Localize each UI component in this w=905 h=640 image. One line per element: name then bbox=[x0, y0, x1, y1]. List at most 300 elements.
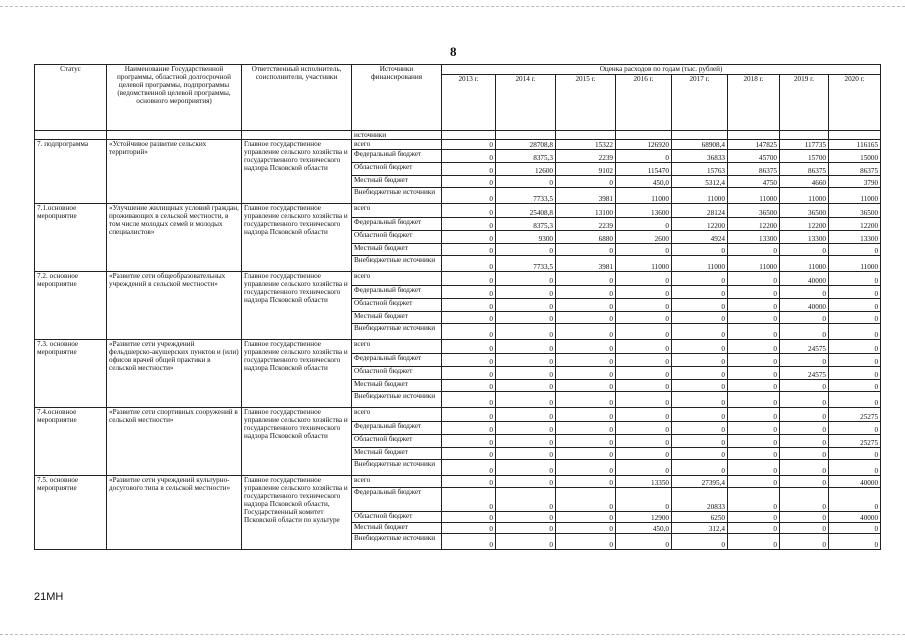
value-cell: 0 bbox=[496, 460, 556, 476]
value-cell: 0 bbox=[829, 286, 881, 299]
value-cell: 40000 bbox=[829, 476, 881, 488]
value-cell: 40000 bbox=[829, 512, 881, 523]
value-cell: 0 bbox=[442, 448, 496, 460]
value-cell: 13600 bbox=[616, 204, 672, 218]
value-cell: 312,4 bbox=[672, 523, 728, 534]
value-cell: 0 bbox=[616, 460, 672, 476]
value-cell: 0 bbox=[496, 340, 556, 354]
value-cell: 0 bbox=[556, 476, 616, 488]
table-row bbox=[35, 408, 881, 422]
source-cell: Внебюджетные источники bbox=[352, 256, 442, 272]
empty-cell bbox=[780, 131, 829, 140]
table-row bbox=[35, 272, 881, 286]
value-cell: 0 bbox=[556, 488, 616, 512]
value-cell: 0 bbox=[616, 408, 672, 422]
value-cell: 0 bbox=[616, 312, 672, 324]
value-cell: 116165 bbox=[829, 140, 881, 150]
value-cell: 0 bbox=[672, 354, 728, 367]
value-cell: 0 bbox=[442, 392, 496, 408]
source-cell: всего bbox=[352, 204, 442, 218]
value-cell: 0 bbox=[672, 408, 728, 422]
value-cell: 0 bbox=[556, 380, 616, 392]
value-cell: 0 bbox=[780, 380, 829, 392]
value-cell: 0 bbox=[556, 367, 616, 380]
value-cell: 0 bbox=[442, 218, 496, 231]
value-cell: 11000 bbox=[728, 256, 780, 272]
value-cell: 0 bbox=[556, 286, 616, 299]
value-cell: 4924 bbox=[672, 231, 728, 244]
value-cell: 0 bbox=[780, 286, 829, 299]
source-cell: Областной бюджет bbox=[352, 435, 442, 448]
value-cell: 0 bbox=[496, 448, 556, 460]
value-cell: 0 bbox=[496, 324, 556, 340]
value-cell: 0 bbox=[616, 150, 672, 163]
value-cell: 0 bbox=[442, 286, 496, 299]
source-cell: Местный бюджет bbox=[352, 244, 442, 256]
source-cell: Областной бюджет bbox=[352, 367, 442, 380]
value-cell: 0 bbox=[442, 312, 496, 324]
value-cell: 450,0 bbox=[616, 176, 672, 188]
value-cell: 11000 bbox=[780, 256, 829, 272]
value-cell: 0 bbox=[672, 380, 728, 392]
value-cell: 0 bbox=[496, 380, 556, 392]
value-cell: 0 bbox=[496, 299, 556, 312]
page-top-edge bbox=[0, 6, 905, 7]
continuation-row bbox=[35, 131, 881, 140]
value-cell: 0 bbox=[829, 354, 881, 367]
value-cell: 0 bbox=[829, 534, 881, 550]
status-cell: 7. подпрограмма bbox=[35, 140, 107, 204]
responsible-cell: Главное государственное управление сельского хозяйства и государственного технического надзора Псковской области bbox=[242, 140, 352, 204]
value-cell: 0 bbox=[728, 367, 780, 380]
value-cell: 147825 bbox=[728, 140, 780, 150]
value-cell: 12200 bbox=[780, 218, 829, 231]
value-cell: 0 bbox=[728, 523, 780, 534]
value-cell: 0 bbox=[442, 140, 496, 150]
value-cell: 0 bbox=[496, 286, 556, 299]
value-cell: 0 bbox=[442, 512, 496, 523]
value-cell: 0 bbox=[496, 435, 556, 448]
value-cell: 36500 bbox=[728, 204, 780, 218]
value-cell: 0 bbox=[829, 488, 881, 512]
value-cell: 0 bbox=[728, 460, 780, 476]
value-cell: 3790 bbox=[829, 176, 881, 188]
table-row bbox=[35, 476, 881, 488]
value-cell: 0 bbox=[442, 422, 496, 435]
value-cell: 0 bbox=[496, 488, 556, 512]
header-year: 2014 г. bbox=[496, 75, 556, 131]
value-cell: 0 bbox=[616, 272, 672, 286]
responsible-cell: Главное государственное управление сельского хозяйства и государственного технического надзора Псковской области bbox=[242, 340, 352, 408]
value-cell: 0 bbox=[496, 392, 556, 408]
value-cell: 12600 bbox=[496, 163, 556, 176]
empty-cell bbox=[556, 131, 616, 140]
value-cell: 0 bbox=[556, 408, 616, 422]
value-cell: 11000 bbox=[780, 188, 829, 204]
responsible-cell: Главное государственное управление сельского хозяйства и государственного технического надзора Псковской области bbox=[242, 204, 352, 272]
value-cell: 28124 bbox=[672, 204, 728, 218]
value-cell: 0 bbox=[672, 312, 728, 324]
value-cell: 0 bbox=[829, 380, 881, 392]
value-cell: 0 bbox=[728, 476, 780, 488]
source-cell: Областной бюджет bbox=[352, 299, 442, 312]
source-cell: Внебюджетные источники bbox=[352, 324, 442, 340]
value-cell: 0 bbox=[829, 340, 881, 354]
source-cell: Внебюджетные источники bbox=[352, 534, 442, 550]
responsible-cell: Главное государственное управление сельского хозяйства и государственного технического надзора Псковской области bbox=[242, 272, 352, 340]
value-cell: 0 bbox=[556, 392, 616, 408]
page-number: 8 bbox=[450, 44, 457, 59]
table-row bbox=[35, 204, 881, 218]
source-cell: всего bbox=[352, 272, 442, 286]
value-cell: 0 bbox=[829, 244, 881, 256]
value-cell: 0 bbox=[672, 272, 728, 286]
value-cell: 24575 bbox=[780, 340, 829, 354]
value-cell: 11000 bbox=[829, 188, 881, 204]
expenditure-table bbox=[34, 64, 881, 550]
program-name-cell: «Развитие сети учреждений фельдшерско-акушерских пунктов и (или) офисов врачей общей практики в сельской местности» bbox=[107, 340, 242, 408]
value-cell: 15700 bbox=[780, 150, 829, 163]
value-cell: 0 bbox=[442, 488, 496, 512]
value-cell: 11000 bbox=[672, 256, 728, 272]
empty-cell bbox=[442, 131, 496, 140]
source-cell: всего bbox=[352, 408, 442, 422]
value-cell: 0 bbox=[672, 460, 728, 476]
value-cell: 7733,5 bbox=[496, 188, 556, 204]
value-cell: 0 bbox=[496, 354, 556, 367]
value-cell: 0 bbox=[556, 435, 616, 448]
status-cell: 7.2. основное мероприятие bbox=[35, 272, 107, 340]
value-cell: 0 bbox=[728, 435, 780, 448]
value-cell: 0 bbox=[780, 312, 829, 324]
value-cell: 11000 bbox=[829, 256, 881, 272]
continuation-source: источники bbox=[352, 131, 442, 140]
source-cell: Федеральный бюджет bbox=[352, 218, 442, 231]
value-cell: 13300 bbox=[780, 231, 829, 244]
empty-cell bbox=[242, 131, 352, 140]
value-cell: 8375,3 bbox=[496, 150, 556, 163]
value-cell: 0 bbox=[556, 340, 616, 354]
value-cell: 12900 bbox=[616, 512, 672, 523]
value-cell: 0 bbox=[556, 272, 616, 286]
value-cell: 0 bbox=[829, 312, 881, 324]
status-cell: 7.3. основное мероприятие bbox=[35, 340, 107, 408]
program-name-cell: «Развитие сети учреждений культурно-досугового типа в сельской местности» bbox=[107, 476, 242, 550]
value-cell: 0 bbox=[728, 422, 780, 435]
value-cell: 86375 bbox=[829, 163, 881, 176]
table-row bbox=[35, 140, 881, 150]
value-cell: 0 bbox=[616, 448, 672, 460]
status-cell: 7.4.основное мероприятие bbox=[35, 408, 107, 476]
value-cell: 0 bbox=[780, 422, 829, 435]
value-cell: 0 bbox=[780, 324, 829, 340]
empty-cell bbox=[728, 131, 780, 140]
value-cell: 0 bbox=[672, 324, 728, 340]
page-bottom-edge bbox=[0, 634, 905, 635]
value-cell: 0 bbox=[442, 204, 496, 218]
value-cell: 0 bbox=[672, 367, 728, 380]
value-cell: 0 bbox=[556, 324, 616, 340]
value-cell: 0 bbox=[829, 272, 881, 286]
value-cell: 0 bbox=[496, 408, 556, 422]
source-cell: Областной бюджет bbox=[352, 231, 442, 244]
value-cell: 0 bbox=[556, 512, 616, 523]
value-cell: 0 bbox=[442, 354, 496, 367]
value-cell: 0 bbox=[496, 176, 556, 188]
source-cell: Федеральный бюджет bbox=[352, 150, 442, 163]
value-cell: 86375 bbox=[780, 163, 829, 176]
value-cell: 0 bbox=[728, 408, 780, 422]
value-cell: 2239 bbox=[556, 150, 616, 163]
source-cell: Местный бюджет bbox=[352, 176, 442, 188]
value-cell: 0 bbox=[442, 188, 496, 204]
value-cell: 0 bbox=[496, 272, 556, 286]
value-cell: 0 bbox=[442, 523, 496, 534]
header-year: 2017 г. bbox=[672, 75, 728, 131]
value-cell: 11000 bbox=[616, 256, 672, 272]
value-cell: 11000 bbox=[728, 188, 780, 204]
value-cell: 0 bbox=[780, 392, 829, 408]
value-cell: 3981 bbox=[556, 188, 616, 204]
value-cell: 15322 bbox=[556, 140, 616, 150]
value-cell: 0 bbox=[556, 176, 616, 188]
empty-cell bbox=[496, 131, 556, 140]
empty-cell bbox=[829, 131, 881, 140]
value-cell: 0 bbox=[728, 512, 780, 523]
value-cell: 0 bbox=[496, 367, 556, 380]
value-cell: 6880 bbox=[556, 231, 616, 244]
value-cell: 0 bbox=[616, 380, 672, 392]
value-cell: 0 bbox=[556, 312, 616, 324]
value-cell: 0 bbox=[616, 367, 672, 380]
source-cell: всего bbox=[352, 140, 442, 150]
value-cell: 0 bbox=[780, 460, 829, 476]
value-cell: 0 bbox=[442, 272, 496, 286]
value-cell: 0 bbox=[556, 299, 616, 312]
value-cell: 0 bbox=[672, 244, 728, 256]
header-year: 2020 г. bbox=[829, 75, 881, 131]
header-estimate: Оценка расходов по годам (тыс. рублей) bbox=[442, 65, 881, 75]
value-cell: 0 bbox=[556, 523, 616, 534]
value-cell: 0 bbox=[780, 476, 829, 488]
source-cell: Местный бюджет bbox=[352, 448, 442, 460]
value-cell: 0 bbox=[556, 460, 616, 476]
value-cell: 0 bbox=[442, 244, 496, 256]
value-cell: 27395,4 bbox=[672, 476, 728, 488]
value-cell: 0 bbox=[728, 312, 780, 324]
source-cell: Внебюджетные источники bbox=[352, 188, 442, 204]
value-cell: 0 bbox=[672, 435, 728, 448]
value-cell: 0 bbox=[442, 150, 496, 163]
value-cell: 0 bbox=[442, 340, 496, 354]
value-cell: 0 bbox=[728, 244, 780, 256]
source-cell: всего bbox=[352, 340, 442, 354]
header-status: Статус bbox=[35, 65, 107, 131]
responsible-cell: Главное государственное управление сельского хозяйства и государственного технического надзора Псковской области, Государственный комитет Псковской области по культуре bbox=[242, 476, 352, 550]
value-cell: 0 bbox=[780, 354, 829, 367]
value-cell: 0 bbox=[556, 422, 616, 435]
value-cell: 0 bbox=[556, 244, 616, 256]
value-cell: 0 bbox=[616, 435, 672, 448]
value-cell: 36500 bbox=[780, 204, 829, 218]
program-name-cell: «Улучшение жилищных условий граждан, проживающих в сельской местности, в том числе молодых семей и молодых специалистов» bbox=[107, 204, 242, 272]
value-cell: 0 bbox=[672, 392, 728, 408]
empty-cell bbox=[35, 131, 107, 140]
value-cell: 0 bbox=[496, 476, 556, 488]
value-cell: 11000 bbox=[672, 188, 728, 204]
program-name-cell: «Устойчивое развитие сельских территорий» bbox=[107, 140, 242, 204]
value-cell: 13300 bbox=[728, 231, 780, 244]
value-cell: 0 bbox=[442, 460, 496, 476]
value-cell: 0 bbox=[780, 244, 829, 256]
value-cell: 0 bbox=[780, 448, 829, 460]
table-header bbox=[35, 65, 881, 131]
value-cell: 7733,5 bbox=[496, 256, 556, 272]
header-year: 2016 г. bbox=[616, 75, 672, 131]
value-cell: 0 bbox=[672, 534, 728, 550]
value-cell: 8375,3 bbox=[496, 218, 556, 231]
value-cell: 0 bbox=[442, 163, 496, 176]
value-cell: 0 bbox=[672, 299, 728, 312]
value-cell: 13350 bbox=[616, 476, 672, 488]
value-cell: 0 bbox=[829, 299, 881, 312]
value-cell: 0 bbox=[616, 422, 672, 435]
table-row bbox=[35, 340, 881, 354]
status-cell: 7.5. основное мероприятие bbox=[35, 476, 107, 550]
value-cell: 4750 bbox=[728, 176, 780, 188]
value-cell: 0 bbox=[728, 299, 780, 312]
value-cell: 0 bbox=[442, 534, 496, 550]
value-cell: 0 bbox=[496, 422, 556, 435]
header-program-name: Наименование Государственной программы, областной долгосрочной целевой программы, подпрограммы (ведомственной целевой программы, основного мероприятия) bbox=[107, 65, 242, 131]
value-cell: 15763 bbox=[672, 163, 728, 176]
value-cell: 0 bbox=[780, 488, 829, 512]
value-cell: 0 bbox=[616, 244, 672, 256]
value-cell: 0 bbox=[496, 244, 556, 256]
value-cell: 0 bbox=[556, 354, 616, 367]
value-cell: 0 bbox=[672, 286, 728, 299]
table-body bbox=[35, 131, 881, 550]
value-cell: 0 bbox=[442, 435, 496, 448]
value-cell: 0 bbox=[496, 312, 556, 324]
value-cell: 9102 bbox=[556, 163, 616, 176]
value-cell: 0 bbox=[496, 523, 556, 534]
value-cell: 13300 bbox=[829, 231, 881, 244]
value-cell: 0 bbox=[616, 218, 672, 231]
value-cell: 0 bbox=[829, 392, 881, 408]
value-cell: 11000 bbox=[616, 188, 672, 204]
value-cell: 25408,8 bbox=[496, 204, 556, 218]
source-cell: Местный бюджет bbox=[352, 380, 442, 392]
source-cell: Местный бюджет bbox=[352, 312, 442, 324]
value-cell: 0 bbox=[442, 176, 496, 188]
responsible-cell: Главное государственное управление сельского хозяйства и государственного технического надзора Псковской области bbox=[242, 408, 352, 476]
value-cell: 0 bbox=[496, 534, 556, 550]
value-cell: 0 bbox=[672, 422, 728, 435]
value-cell: 2239 bbox=[556, 218, 616, 231]
value-cell: 36833 bbox=[672, 150, 728, 163]
value-cell: 25275 bbox=[829, 435, 881, 448]
empty-cell bbox=[672, 131, 728, 140]
value-cell: 0 bbox=[616, 299, 672, 312]
source-cell: Областной бюджет bbox=[352, 512, 442, 523]
value-cell: 0 bbox=[496, 512, 556, 523]
source-cell: Областной бюджет bbox=[352, 163, 442, 176]
value-cell: 6250 bbox=[672, 512, 728, 523]
value-cell: 117735 bbox=[780, 140, 829, 150]
program-name-cell: «Развитие сети спортивных сооружений в сельской местности» bbox=[107, 408, 242, 476]
source-cell: Внебюджетные источники bbox=[352, 460, 442, 476]
value-cell: 450,0 bbox=[616, 523, 672, 534]
value-cell: 0 bbox=[616, 488, 672, 512]
value-cell: 0 bbox=[616, 392, 672, 408]
value-cell: 0 bbox=[442, 231, 496, 244]
value-cell: 0 bbox=[829, 460, 881, 476]
value-cell: 0 bbox=[780, 512, 829, 523]
source-cell: Федеральный бюджет bbox=[352, 354, 442, 367]
document-code: 21МН bbox=[34, 591, 64, 603]
value-cell: 9300 bbox=[496, 231, 556, 244]
header-sources: Источники финансирования bbox=[352, 65, 442, 131]
value-cell: 25275 bbox=[829, 408, 881, 422]
value-cell: 0 bbox=[442, 408, 496, 422]
header-year: 2013 г. bbox=[442, 75, 496, 131]
value-cell: 0 bbox=[442, 380, 496, 392]
value-cell: 115470 bbox=[616, 163, 672, 176]
header-year: 2018 г. bbox=[728, 75, 780, 131]
value-cell: 45700 bbox=[728, 150, 780, 163]
value-cell: 0 bbox=[672, 340, 728, 354]
value-cell: 12200 bbox=[728, 218, 780, 231]
header-year: 2015 г. bbox=[556, 75, 616, 131]
value-cell: 0 bbox=[728, 324, 780, 340]
value-cell: 68908,4 bbox=[672, 140, 728, 150]
value-cell: 15000 bbox=[829, 150, 881, 163]
value-cell: 0 bbox=[556, 448, 616, 460]
value-cell: 86375 bbox=[728, 163, 780, 176]
value-cell: 0 bbox=[728, 534, 780, 550]
value-cell: 0 bbox=[442, 324, 496, 340]
header-responsible: Ответственный исполнитель, соисполнители, участники bbox=[242, 65, 352, 131]
value-cell: 0 bbox=[728, 286, 780, 299]
value-cell: 126920 bbox=[616, 140, 672, 150]
value-cell: 0 bbox=[728, 488, 780, 512]
source-cell: Федеральный бюджет bbox=[352, 488, 442, 512]
source-cell: Федеральный бюджет bbox=[352, 286, 442, 299]
value-cell: 0 bbox=[780, 534, 829, 550]
value-cell: 2600 bbox=[616, 231, 672, 244]
value-cell: 0 bbox=[442, 299, 496, 312]
empty-cell bbox=[107, 131, 242, 140]
value-cell: 0 bbox=[728, 392, 780, 408]
value-cell: 0 bbox=[672, 448, 728, 460]
value-cell: 12200 bbox=[672, 218, 728, 231]
value-cell: 0 bbox=[616, 340, 672, 354]
value-cell: 0 bbox=[829, 422, 881, 435]
value-cell: 24575 bbox=[780, 367, 829, 380]
value-cell: 3981 bbox=[556, 256, 616, 272]
value-cell: 0 bbox=[442, 476, 496, 488]
value-cell: 13100 bbox=[556, 204, 616, 218]
status-cell: 7.1.основное мероприятие bbox=[35, 204, 107, 272]
source-cell: Федеральный бюджет bbox=[352, 422, 442, 435]
value-cell: 0 bbox=[829, 324, 881, 340]
value-cell: 0 bbox=[556, 534, 616, 550]
value-cell: 0 bbox=[616, 354, 672, 367]
value-cell: 0 bbox=[780, 435, 829, 448]
header-year: 2019 г. bbox=[780, 75, 829, 131]
value-cell: 20833 bbox=[672, 488, 728, 512]
